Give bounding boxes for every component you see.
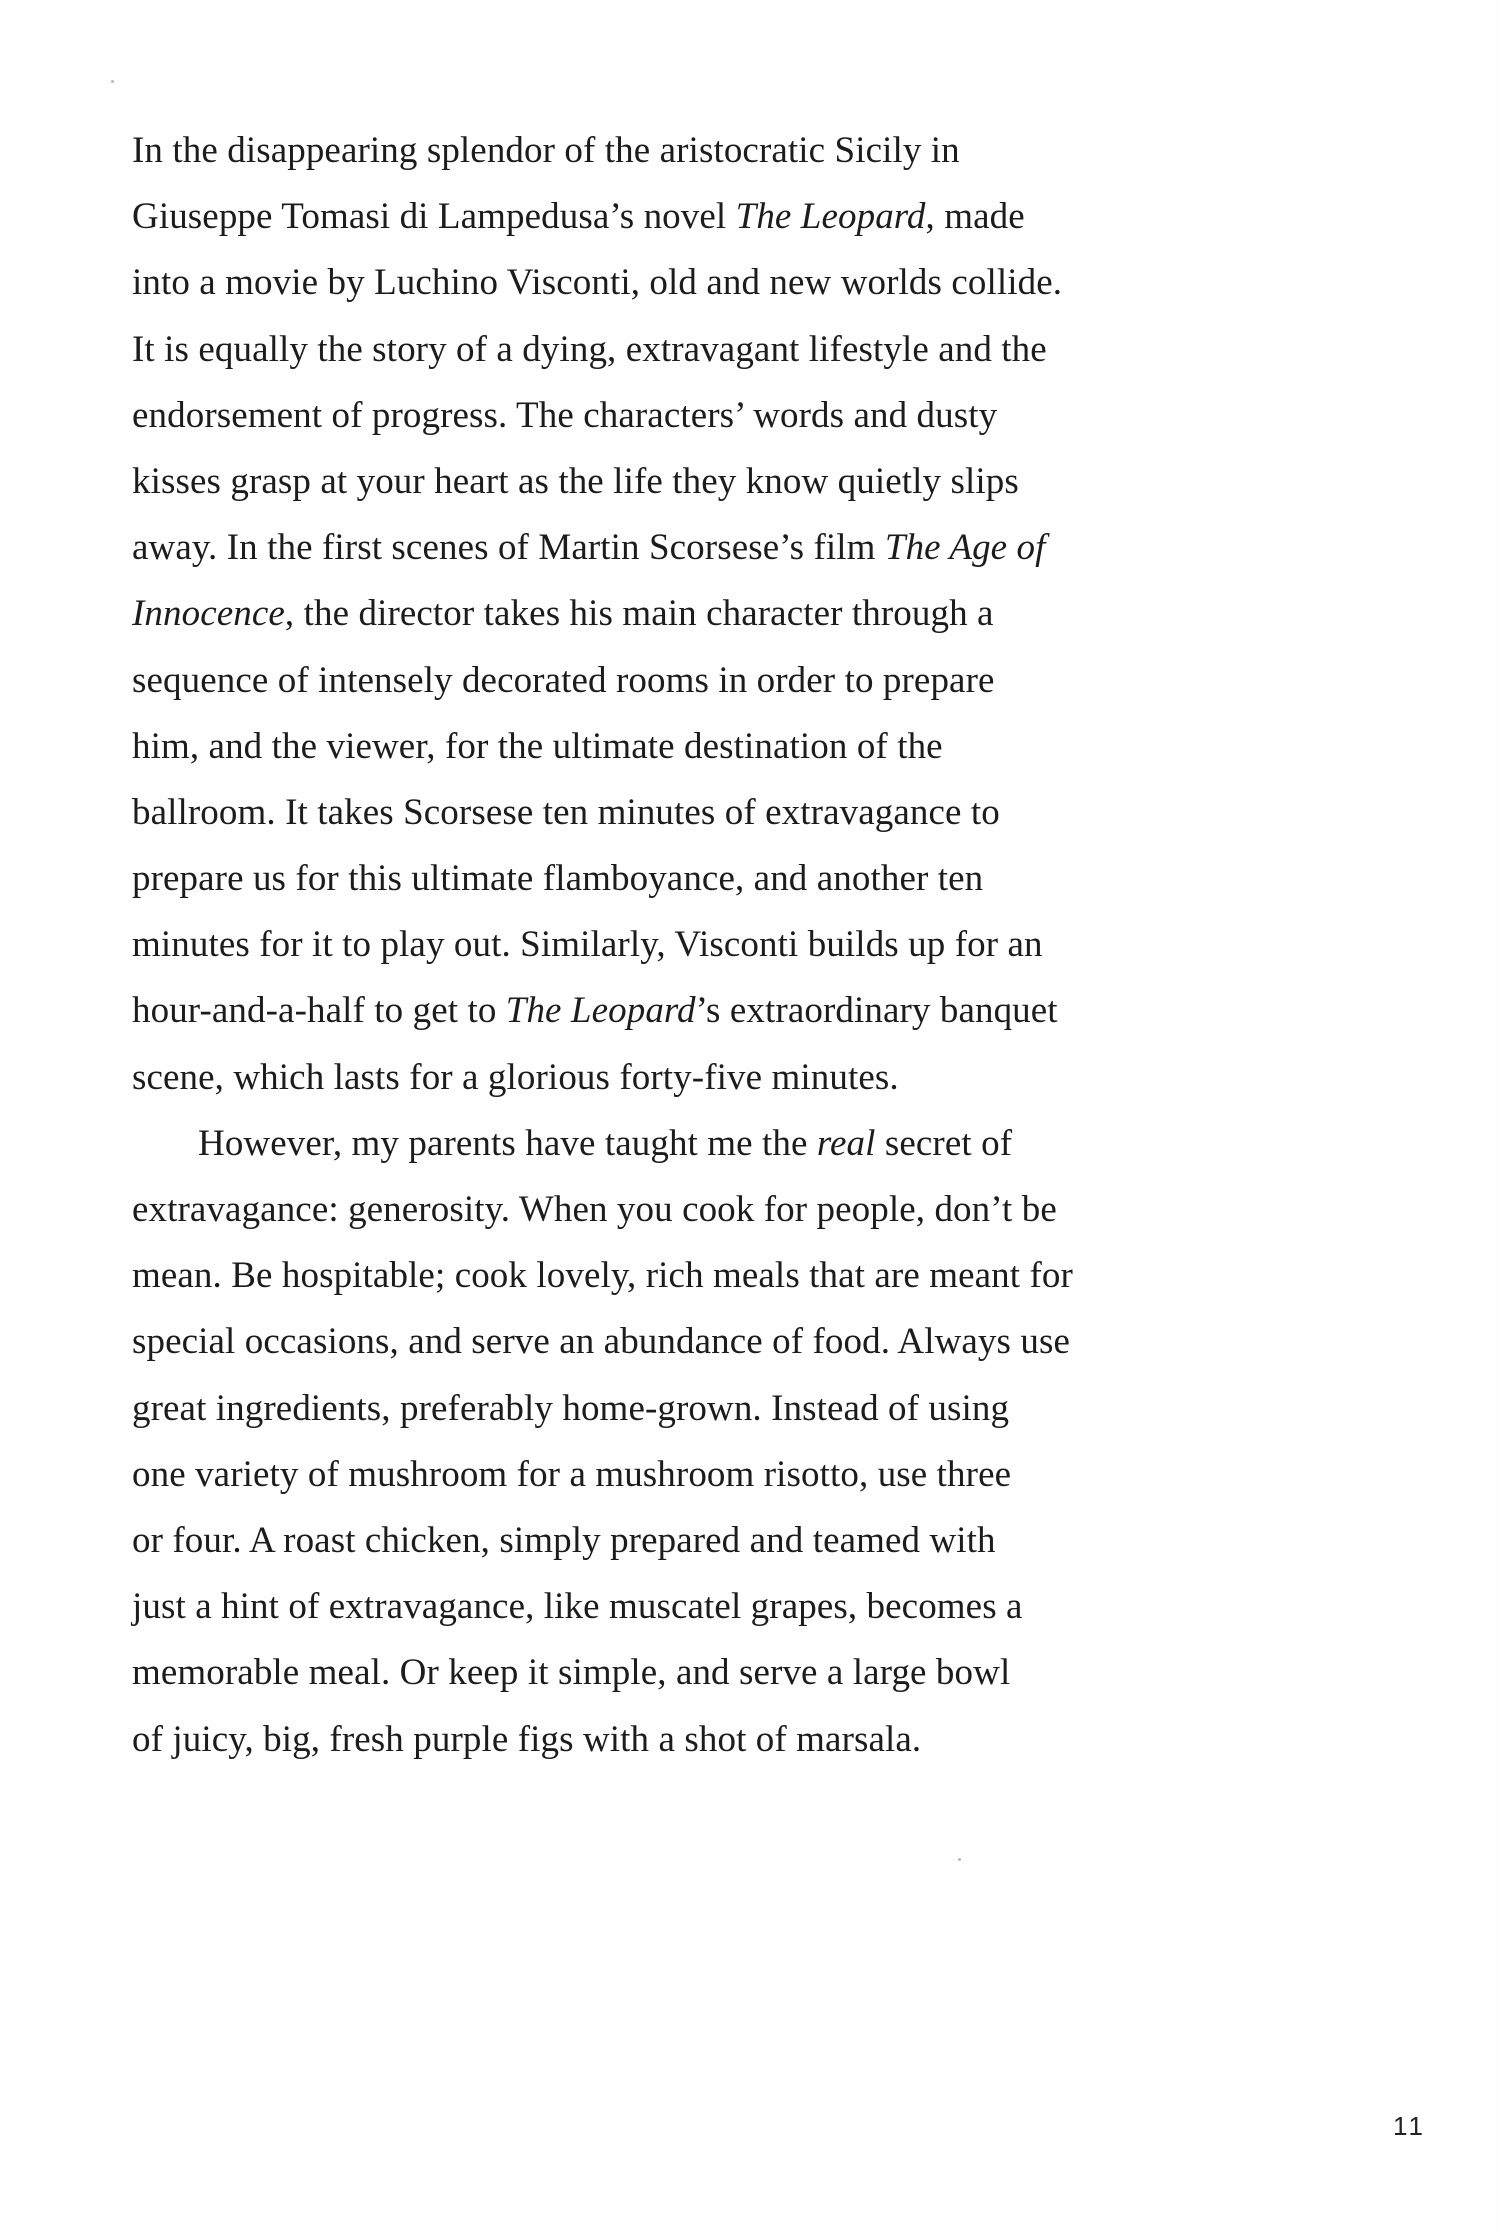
book-title: The Leopard [735,196,926,238]
text-line: extravagance: generosity. When you cook for people, don’t be [132,1189,1057,1230]
paper-speck [958,1858,961,1861]
text-run: Giuseppe Tomasi di Lampedusa’s novel [132,196,736,238]
text-line: one variety of mushroom for a mushroom risotto, use three [132,1453,1012,1495]
text-line: endorsement of progress. The characters’ words and dusty [132,394,998,436]
text-line: prepare us for this ultimate flamboyance, and another ten [132,858,984,900]
page-number: 11 [1393,2111,1426,2141]
body-text [132,118,1232,1773]
text-line: mean. Be hospitable; cook lovely, rich meals that are meant for [132,1255,1073,1297]
text-run: hour-and-a-half to get to [132,990,506,1032]
film-title: The Leopard [505,990,696,1032]
text-run: ’s extraordinary banquet [695,990,1058,1032]
paragraph-2 [132,1111,1232,1773]
film-title: The Age of [884,527,1046,569]
text-line: him, and the viewer, for the ultimate destination of the [132,725,943,767]
text-line: just a hint of extravagance, like muscatel grapes, becomes a [132,1586,1023,1628]
text-line [132,515,1232,581]
text-line: scene, which lasts for a glorious forty-five minutes. [132,1056,899,1098]
paragraph-1 [132,118,1232,1111]
text-run: secret of [875,1122,1013,1164]
text-line [132,184,1232,250]
text-line: or four. A roast chicken, simply prepared and teamed with [132,1519,996,1561]
text-line [132,1111,1232,1177]
emphasis: real [816,1122,876,1164]
text-line: of juicy, big, fresh purple figs with a shot of marsala. [132,1718,922,1760]
text-line: sequence of intensely decorated rooms in order to prepare [132,659,995,701]
film-title: Innocence [132,593,285,635]
text-line: memorable meal. Or keep it simple, and serve a large bowl [132,1652,1011,1694]
text-run: , made [925,196,1025,238]
text-line: ballroom. It takes Scorsese ten minutes of extravagance to [132,791,1000,833]
text-line: In the disappearing splendor of the aristocratic Sicily in [132,130,960,171]
text-run: , the director takes his main character through a [284,593,994,635]
text-line: minutes for it to play out. Similarly, Visconti builds up for an [132,924,1043,966]
text-line [132,978,1232,1044]
text-line: into a movie by Luchino Visconti, old and new worlds collide. [132,262,1063,304]
text-line [132,581,1232,647]
text-run: However, my parents have taught me the [198,1122,817,1164]
text-line: great ingredients, preferably home-grown. Instead of using [132,1387,1010,1429]
text-run: away. In the first scenes of Martin Scorsese’s film [132,527,885,569]
text-line: special occasions, and serve an abundance of food. Always use [132,1321,1070,1363]
text-line: kisses grasp at your heart as the life they know quietly slips [132,460,1019,502]
text-line: It is equally the story of a dying, extravagant lifestyle and the [132,328,1047,370]
paper-speck [111,80,114,83]
